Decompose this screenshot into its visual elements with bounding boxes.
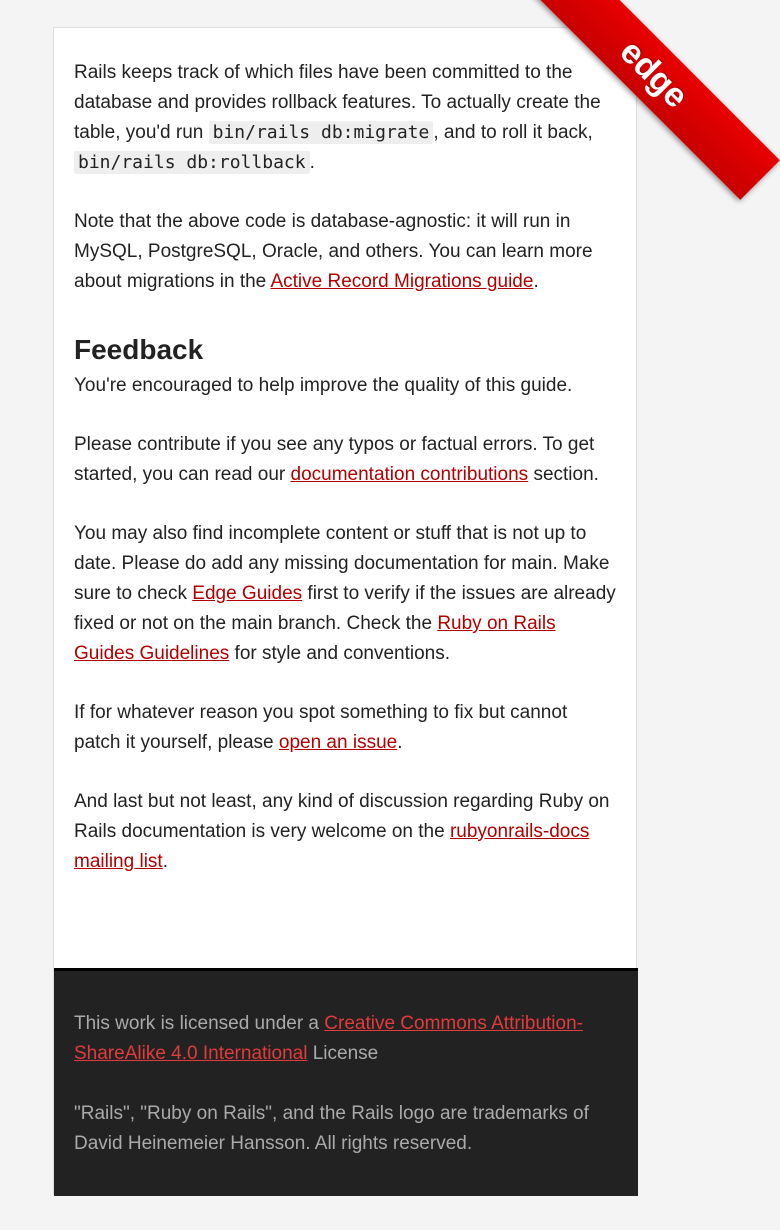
guides-guidelines-link[interactable]: Ruby on Rails Guides Guidelines: [74, 613, 556, 664]
migration-paragraph: Rails keeps track of which files have been committed to the database and provides rollback features. To actually create the table, you'd run bin/rails db:migrate , and to roll it back, bin/rails db:rollback .: [74, 62, 601, 173]
feedback-intro-paragraph: You're encouraged to help improve the quality of this guide.: [74, 375, 573, 396]
incomplete-content-paragraph: You may also find incomplete content or stuff that is not up to date. Please do add any missing documentation for main. Make sure to check Edge Guides first to verify if the issues are already fixed or not on the main branch. Check the Ruby on Rails Guides Guidelines for style and conventions.: [74, 523, 616, 664]
rollback-command: bin/rails db:rollback: [74, 151, 310, 174]
migrations-guide-link[interactable]: Active Record Migrations guide: [270, 271, 534, 292]
guide-page: [53, 27, 696, 1195]
page-footer: [54, 968, 638, 1196]
license-text: This work is licensed under a Creative Commons Attribution-ShareAlike 4.0 International License: [74, 1013, 583, 1064]
feedback-heading: Feedback: [74, 334, 204, 365]
trademark-text: "Rails", "Ruby on Rails", and the Rails logo are trademarks of David Heinemeier Hansson. All rights reserved.: [74, 1103, 589, 1154]
migrate-command: bin/rails db:migrate: [209, 121, 434, 144]
contribute-paragraph: Please contribute if you see any typos or factual errors. To get started, you can read our documentation contributions section.: [74, 434, 599, 485]
open-issue-paragraph: If for whatever reason you spot something to fix but cannot patch it yourself, please open an issue.: [74, 702, 568, 753]
mailing-list-paragraph: And last but not least, any kind of discussion regarding Ruby on Rails documentation is very welcome on the rubyonrails-docs mailing list.: [74, 791, 610, 872]
creative-commons-link[interactable]: Creative Commons Attribution-ShareAlike 4.0 International: [74, 1013, 583, 1064]
edge-ribbon-label: edge: [612, 32, 696, 116]
edge-guides-link[interactable]: Edge Guides: [192, 583, 303, 604]
database-agnostic-paragraph: Note that the above code is database-agnostic: it will run in MySQL, PostgreSQL, Oracle, and others. You can learn more about migrations in the Active Record Migrations guide.: [74, 211, 593, 292]
documentation-contributions-link[interactable]: documentation contributions: [290, 464, 529, 485]
mailing-list-link[interactable]: rubyonrails-docs mailing list: [74, 821, 590, 872]
open-issue-link[interactable]: open an issue: [278, 732, 398, 753]
main-content: [54, 28, 638, 968]
